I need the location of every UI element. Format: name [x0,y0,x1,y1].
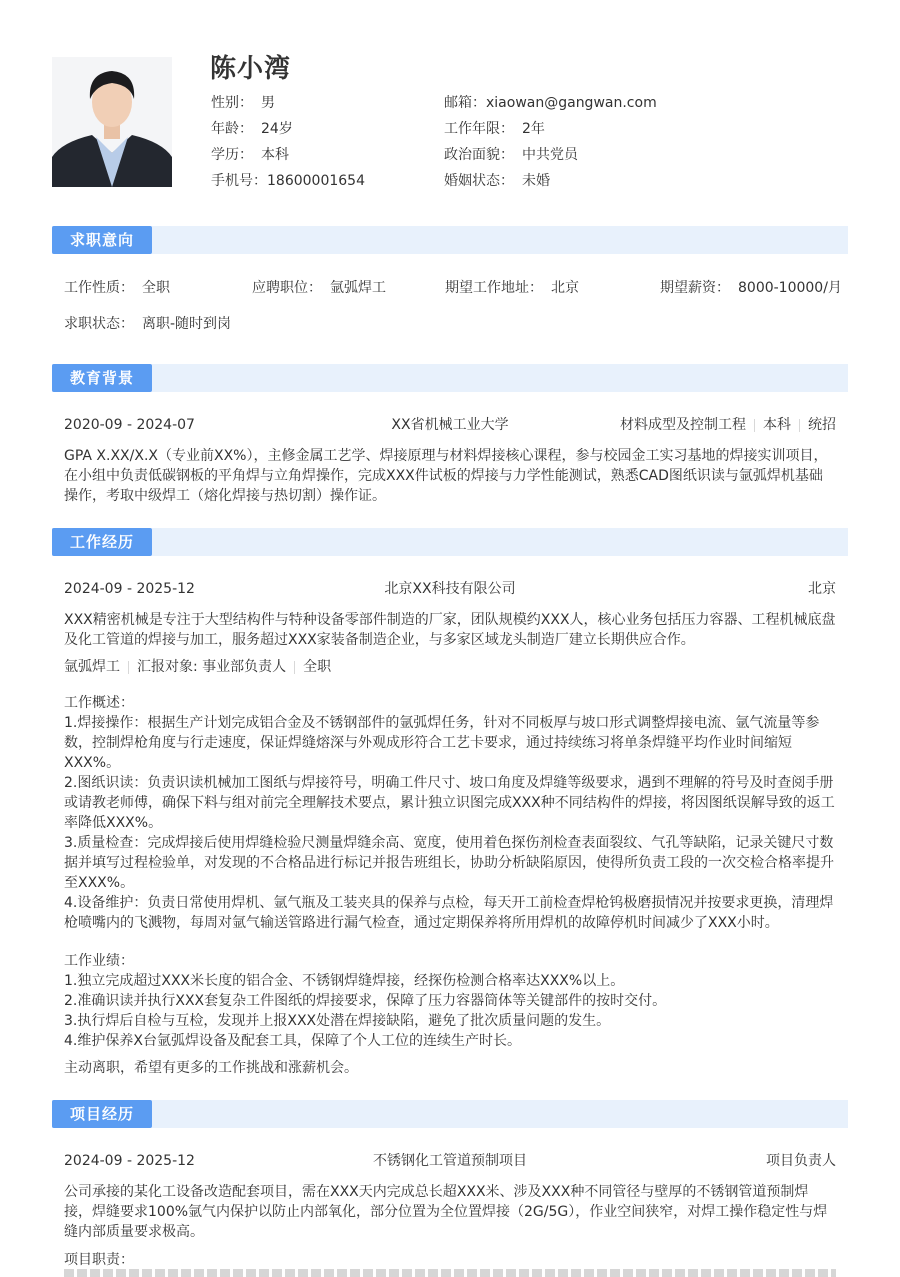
intent-label: 期望工作地址： [445,280,543,296]
project-name: 不锈钢化工管道预制项目 [373,1153,527,1169]
info-label: 政治面貌： [444,147,514,163]
info-value: 18600001654 [267,173,365,189]
education-header-row [64,415,836,435]
section-title: 教育背景 [52,364,152,392]
info-value: 本科 [261,147,289,163]
divider [754,419,755,432]
profile-photo [52,57,172,187]
info-value: 2年 [522,121,545,137]
education-type: 统招 [808,417,836,433]
education-description: GPA X.XX/X.X（专业前XX%），主修金属工艺学、焊接原理与材料焊接核心课程，参与校园金工实习基地的焊接实训项目，在小组中负责低碳钢板的平角焊与立角焊操作，完成XXX件试板的焊接与力学性能测试，熟悉CAD图纸识读与氩弧焊机基础操作，考取中级焊工（熔化焊接与热切割）操作证。 [64,448,828,504]
work-achievements [64,951,836,1051]
project-role: 项目负责人 [766,1153,836,1169]
intent-position [252,278,386,298]
work-header-row [64,579,836,599]
work-location: 北京 [808,581,836,597]
divider [799,419,800,432]
portrait-icon [52,57,172,187]
intent-label: 应聘职位： [252,280,322,296]
work-period: 2024-09 - 2025-12 [64,581,195,597]
section-title: 求职意向 [52,226,152,254]
intent-salary [660,278,842,298]
work-company: 北京XX科技有限公司 [384,581,516,597]
info-value: 男 [261,95,275,111]
work-tags [64,657,331,677]
intent-label: 期望薪资： [660,280,730,296]
info-political-status [444,142,657,168]
info-age [211,116,365,142]
intent-label: 工作性质： [64,280,134,296]
info-label: 年龄： [211,121,253,137]
clipped-text-line [64,1269,836,1277]
education-school: XX省机械工业大学 [391,417,509,433]
work-achievement-item: 1.独立完成超过XXX米长度的铝合金、不锈钢焊缝焊接，经探伤检测合格率达XXX%以上。 [64,973,625,989]
intent-status [64,314,231,334]
info-label: 学历： [211,147,253,163]
section-title: 工作经历 [52,528,152,556]
info-education [211,142,365,168]
education-major: 材料成型及控制工程 [620,417,746,433]
work-company-intro: XXX精密机械是专注于大型结构件与特种设备零部件制造的厂家，团队规模约XXX人，核心业务包括压力容器、工程机械底盘及化工管道的焊接与加工，服务超过XXX家装备制造企业，与多家区域龙头制造厂建立长期供应合作。 [64,612,836,648]
info-phone [211,168,365,194]
intent-value: 8000-10000/月 [738,280,842,296]
intent-value: 全职 [142,280,170,296]
work-overview-title: 工作概述： [64,695,134,711]
work-overview-item: 4.设备维护：负责日常使用焊机、氩气瓶及工装夹具的保养与点检，每天开工前检查焊枪钨极磨损情况并按要求更换，清理焊枪喷嘴内的飞溅物，每周对氩气输送管路进行漏气检查，通过定期保养将所用焊机的故障停机时间减少了XXX小时。 [64,895,834,931]
intent-value: 北京 [551,280,579,296]
info-gender [211,90,365,116]
work-leave-reason: 主动离职，希望有更多的工作挑战和涨薪机会。 [64,1060,358,1076]
info-marital-status [444,168,657,194]
project-duties-title: 项目职责： [64,1252,134,1268]
basic-info-right [444,90,657,194]
work-achievements-title: 工作业绩： [64,953,134,969]
info-value: 24岁 [261,121,293,137]
education-period: 2020-09 - 2024-07 [64,417,195,433]
intent-value: 离职-随时到岗 [142,316,232,332]
intent-location [445,278,579,298]
work-achievement-item: 2.准确识读并执行XXX套复杂工件图纸的焊接要求，保障了压力容器筒体等关键部件的按时交付。 [64,993,667,1009]
intent-label: 求职状态： [64,316,134,332]
education-degree: 本科 [763,417,791,433]
work-overview-item: 2.图纸识读：负责识读机械加工图纸与焊接符号，明确工件尺寸、坡口角度及焊缝等级要求，遇到不理解的符号及时查阅手册或请教老师傅，确保下料与组对前完全理解技术要点，累计独立识图完成XXX种不同结构件的焊接，将因图纸误解导致的返工率降低XXX%。 [64,775,835,831]
section-title: 项目经历 [52,1100,152,1128]
work-achievement-item: 4.维护保养X台氩弧焊设备及配套工具，保障了个人工位的连续生产时长。 [64,1033,521,1049]
intent-job-type [64,278,170,298]
section-header-project [52,1100,848,1128]
intent-value: 氩弧焊工 [330,280,386,296]
section-header-work [52,528,848,556]
divider [294,661,295,674]
work-tag: 汇报对象: 事业部负责人 [137,659,287,675]
project-header-row [64,1151,836,1171]
candidate-name: 陈小湾 [210,54,292,84]
work-tag: 全职 [303,659,332,675]
email-link[interactable]: xiaowan@gangwan.com [486,95,657,111]
divider [128,661,129,674]
info-value: 未婚 [522,173,550,189]
basic-info-left [211,90,365,194]
work-achievement-item: 3.执行焊后自检与互检，发现并上报XXX处潜在焊接缺陷，避免了批次质量问题的发生。 [64,1013,611,1029]
info-label: 手机号： [211,173,267,189]
section-header-education [52,364,848,392]
section-header-intent [52,226,848,254]
info-label: 邮箱： [444,95,486,111]
work-overview [64,693,836,933]
info-label: 性别： [211,95,253,111]
info-value: 中共党员 [522,147,578,163]
project-period: 2024-09 - 2025-12 [64,1153,195,1169]
info-work-years [444,116,657,142]
project-description: 公司承接的某化工设备改造配套项目，需在XXX天内完成总长超XXX米、涉及XXX种不同管径与壁厚的不锈钢管道预制焊接，焊缝要求100%氩气内保护以防止内部氧化，部分位置为全位置焊接（2G/5G），作业空间狭窄，对焊工操作稳定性与焊缝内部质量要求极高。 [64,1184,828,1240]
work-overview-item: 1.焊接操作：根据生产计划完成铝合金及不锈钢部件的氩弧焊任务，针对不同板厚与坡口形式调整焊接电流、氩气流量等参数，控制焊枪角度与行走速度，保证焊缝熔深与外观成形符合工艺卡要求，通过持续练习将单条焊缝平均作业时间缩短XXX%。 [64,715,820,771]
info-label: 工作年限： [444,121,514,137]
info-label: 婚姻状态： [444,173,514,189]
work-overview-item: 3.质量检查：完成焊接后使用焊缝检验尺测量焊缝余高、宽度，使用着色探伤剂检查表面裂纹、气孔等缺陷，记录关键尺寸数据并填写过程检验单，对发现的不合格品进行标记并报告班组长，协助分析缺陷原因，使得所负责工段的一次交检合格率提升至XXX%。 [64,835,834,891]
work-tag: 氩弧焊工 [64,659,120,675]
info-email [444,90,657,116]
